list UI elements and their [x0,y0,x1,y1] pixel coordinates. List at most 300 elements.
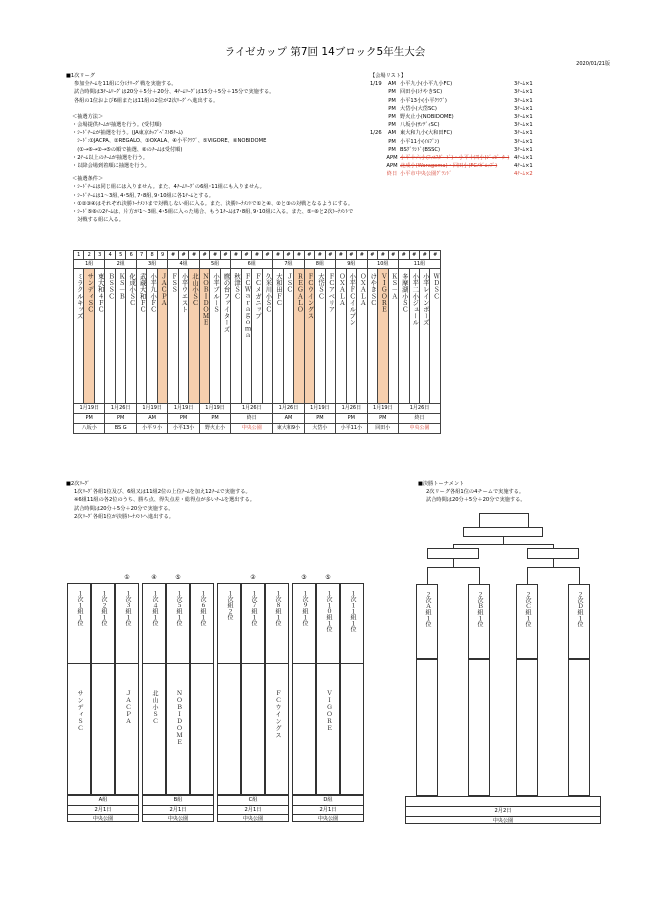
second-league-slot [115,583,139,795]
group-date: 1月19日 [74,404,105,414]
team-name: ＪＡＣＰＡ [159,273,167,306]
slot-seed: １次７組１位 [250,590,257,626]
team-cell [315,269,325,404]
column-number: # [430,251,440,260]
second-league-section [66,480,255,521]
column-number: 3 [94,251,104,260]
group-label: 11組 [399,260,441,269]
seed-mark: ① [124,574,130,581]
second-league-slot [316,583,340,795]
venue-slot: APM [386,163,398,170]
venue-team-count: 3ﾁｰﾑ×1 [514,130,533,137]
column-number: # [388,251,398,260]
second-league-slot [265,583,289,795]
team-name: ＦＣアベリア [327,273,335,313]
draw-condition-heading: ＜抽選条件＞ [72,176,104,183]
final-entrant-team-slot [468,659,490,796]
venue-slot: PM [388,146,396,153]
draw-line: (①→⑥→②→⑤の順で抽選、⑥のﾁｰﾑは受付順) [72,146,183,153]
column-number: # [357,251,367,260]
second-group-info [217,795,289,822]
team-cell [147,269,157,404]
team-name: ＯＸＡＬＡ [358,273,366,306]
final-date: 2月2日 [406,807,600,817]
venue-slot: PM [388,89,396,96]
column-number: # [199,251,209,260]
team-cell [346,269,356,404]
group-label: 2組 [105,260,136,269]
venue-day [370,162,384,170]
final-entrant-slot [516,584,538,659]
final-venue: 中央公園 [492,818,514,824]
group-label: 3組 [136,260,167,269]
slot-team: ＮＯＢＩＤＯＭＥ [175,690,182,746]
final-info-table [405,796,601,824]
second-league-heading: ■2次ﾘｰｸﾞ [66,481,90,487]
condition-line: ・ｼｰﾄﾞﾁｰﾑは同じ組には入りません。また、4ﾁｰﾑﾘｰｸﾞの6組･11組にも入りません。 [72,184,265,191]
team-cell [357,269,367,404]
column-number: 9 [157,251,167,260]
team-cell [294,269,304,404]
team-name: ＯＸＡＬＡ [337,273,345,306]
group-label: 4組 [168,260,199,269]
second-group-venue: 中央公園 [92,816,114,822]
seed-mark: ⑤ [325,574,331,581]
team-cell [388,269,398,404]
bracket-line [453,559,454,567]
slot-seed: １次５組１位 [175,590,182,626]
slot-seed: １次組２位 [226,590,233,620]
team-name: サンディＳＣ [86,273,94,313]
team-cell [231,269,241,404]
final-entrant-label: ２次Ａ組１位 [424,591,431,627]
group-date: 1月26日 [336,404,367,414]
venue-team-count: 3ﾁｰﾑ×1 [514,122,533,129]
final-match-box [463,527,543,537]
column-number: # [346,251,356,260]
team-name: 大和田ＦＣ [274,273,282,306]
team-name: ＷＤＳＣ [432,273,440,300]
first-league-line: 参加全ﾁｰﾑを11組に分けﾘｰｸﾞ戦を実施する。 [74,81,177,88]
second-league-slot [166,583,190,795]
bracket-line [527,567,528,584]
second-league-slot [241,583,265,795]
team-name: ＶＩＧＯＲＥ [379,273,387,313]
team-cell [178,269,188,404]
second-league-groups [67,574,361,824]
final-line: 試合時間は20分＋5分＋20分で実施する。 [426,497,526,504]
seed-mark: ⑤ [175,574,181,581]
team-name: 小平二小ジュール [411,273,419,326]
slot-team: サンディＳＣ [76,690,83,732]
slot-seed: １次１組１位 [76,590,83,626]
group-label: 6組 [231,260,273,269]
group-date: 1月26日 [105,404,136,414]
team-cell [126,269,136,404]
team-cell [252,269,262,404]
column-number: # [220,251,230,260]
second-group-label: D組 [293,796,363,806]
draw-method-heading: ＜抽選方法＞ [72,113,104,120]
team-cell [378,269,388,404]
draw-line: ・2ﾁｰﾑ以上のﾁｰﾑが抽選を行う。 [72,154,148,161]
team-name: ＫＳ－Ａ [390,273,398,300]
team-cell [325,269,335,404]
second-league-slot [340,583,364,795]
venue-day [370,105,384,113]
group-label: 10組 [367,260,398,269]
bracket-line [579,567,580,584]
second-group-venue: 中央公園 [242,816,264,822]
group-venue: 回田小 [367,424,398,434]
final-entrant-slot [468,584,490,659]
column-number: 1 [74,251,84,260]
final-entrant-label: ２次Ｂ組１位 [476,591,483,627]
draw-line: ・以降会場到着順に抽選を行う。 [72,163,150,170]
venue-list-heading: 【会場リスト】 [370,73,407,79]
group-venue: 中央公園 [399,424,441,434]
page-title: ライゼカップ 第7回 14ブロック5年生大会 [224,46,426,58]
venue-slot: APM [386,155,398,162]
team-cell [74,269,84,404]
team-cell [419,269,429,404]
venue-name: 大岱小(大岱SC) [400,105,437,112]
second-group-venue: 中央公園 [317,816,339,822]
group-time: AM [273,414,304,424]
team-cell [283,269,293,404]
venue-team-count: 4ﾁｰﾑ×1 [514,155,533,162]
second-group-date: 2月1日 [68,806,138,815]
column-number: 6 [126,251,136,260]
group-label: 9組 [336,260,367,269]
group-time: PM [74,414,105,424]
team-cell [409,269,419,404]
second-league-line: 1次ﾘｰｸﾞ各組1位及び、6組又は11組2位の上位ﾁｰﾑを加え12ﾁｰﾑで実施する。 [74,489,251,496]
draw-line: ｼｰﾄﾞ:①JACPA、②REGALO、③OXALA、④小平ｸﾗﾌﾞ、⑤VIGORE、⑥NOBIDOME [72,138,267,145]
group-venue: 大岱小 [304,424,335,434]
bracket-line [553,559,554,567]
second-group-label: A組 [68,796,138,806]
team-cell [262,269,272,404]
second-league-line: 2次ﾘｰｸﾞ各組1位が決勝ﾄｰﾅﾒﾝﾄへ進出する。 [74,513,174,520]
team-cell [399,269,409,404]
team-name: 大岱ＳＣ [316,273,324,300]
group-venue: 小平13小 [168,424,199,434]
second-group-info [67,795,139,822]
venue-row [370,80,620,88]
team-name: ミラクルキッズ [75,273,83,320]
team-name: ＮＯＢＩＤＯＭＥ [201,273,209,326]
team-name: 小平九小ＦＣ [149,273,157,313]
first-league-team-table [73,250,441,434]
venue-day [370,146,384,154]
group-venue: 野火止小 [199,424,230,434]
slot-seed: １次２組１位 [100,590,107,626]
team-cell [189,269,199,404]
group-date: 1月19日 [304,404,335,414]
first-league-section [66,72,353,224]
condition-line: ・①②③④はそれぞれ決勝ﾄｰﾅﾒﾝﾄまで対戦しない組に入る。また、決勝ﾄｰﾅﾒﾝﾄで①と④、②と③の対戦となるようにする。 [72,200,354,207]
final-bracket [405,510,601,830]
column-number: # [378,251,388,260]
venue-name: 小平十六小(ﾌｨｴｽﾀﾞｰﾄﾞ)・小平十四小(ｼﾞｭﾋﾟｰﾀｰ) [400,155,510,162]
venue-name: 北成小(Waragoma)・回田小(FCﾒｶﾞﾆｯﾌﾟ) [400,163,498,170]
group-label: 1組 [74,260,105,269]
column-number: # [262,251,272,260]
team-cell [241,269,251,404]
venue-name: BSｸﾞﾗﾝﾄﾞ(BSSC) [400,146,441,153]
final-line: 2次リーグ各組1位の4チームで実施する。 [426,489,525,496]
venue-name: 回田小(けやきSC) [400,89,443,96]
column-number: # [419,251,429,260]
column-number: 2 [84,251,94,260]
bracket-line [453,544,553,545]
team-name: けやきＳＣ [369,273,377,306]
seed-mark: ③ [301,574,307,581]
team-cell [136,269,146,404]
second-league-slot [67,583,91,795]
venue-row [370,154,620,162]
second-group-date: 2月1日 [218,806,288,815]
team-name: ＦＳＳ [170,273,178,293]
column-number: # [336,251,346,260]
column-number: # [399,251,409,260]
group-time: 終日 [231,414,273,424]
team-name: 多摩湖小ＳＣ [400,273,408,313]
slot-team: ＶＩＧＯＲＥ [325,690,332,732]
group-date: 1月19日 [136,404,167,414]
venue-day [370,138,384,146]
semifinal-box-left [427,548,479,559]
venue-day [370,113,384,121]
team-cell [105,269,115,404]
venue-day [370,154,384,162]
first-league-heading: ■1次リーグ [66,73,95,79]
venue-row [370,146,620,154]
venue-name: 小平11小(ｲﾙﾌﾟﾝ) [400,138,440,145]
venue-day [370,121,384,129]
column-number: # [231,251,241,260]
team-cell [304,269,314,404]
revision-date: 2020/01/21版 [576,61,610,67]
venue-slot: 終日 [386,171,398,178]
team-name: 東大和４ＦＣ [96,273,104,313]
group-venue: BS G [105,424,136,434]
final-entrant-label: ２次Ｄ組１位 [576,591,583,627]
second-league-slot [190,583,214,795]
bracket-line [427,567,428,584]
venue-team-count: 3ﾁｰﾑ×1 [514,97,533,104]
group-venue: 小平９小 [136,424,167,434]
venue-row [370,113,620,121]
column-number: # [283,251,293,260]
slot-team: ＪＡＣＰＡ [124,690,131,725]
venue-slot: PM [388,138,396,145]
group-venue: 小平11小 [336,424,367,434]
final-winner-box [479,513,529,528]
team-name: 久米川小ＳＣ [264,273,272,313]
slot-seed: １次８組１位 [274,590,281,626]
group-time: PM [105,414,136,424]
venue-team-count: 3ﾁｰﾑ×1 [514,89,533,96]
group-date: 1月26日 [273,404,304,414]
venue-row [370,162,620,170]
team-name: 小平ブルーＳ [212,273,220,313]
venue-day [370,88,384,96]
condition-line: 対戦する組に入る。 [72,217,124,224]
column-number: 7 [136,251,146,260]
group-venue: 中央公園 [231,424,273,434]
column-number: # [367,251,377,260]
team-name: ＦＣウイングス [306,273,314,320]
slot-seed: １次１０組１位 [325,590,332,632]
venue-day: 1/19 [370,81,382,88]
venue-name: 八坂小(ｻﾝﾃﾞｨSC) [400,122,440,129]
column-number: # [178,251,188,260]
slot-seed: １次６組１位 [199,590,206,626]
condition-line: ・ｼｰﾄﾞ⑤⑥の2ﾁｰﾑは、片方が1～3組､4･5組に入った場合、もう1ﾁｰﾑは7･8組､9･10組に入る。また、⑤･⑥と2次ﾄｰﾅﾒﾝﾄで [72,209,354,216]
team-cell [367,269,377,404]
slot-seed: １次４組１位 [151,590,158,626]
final-entrant-team-slot [416,659,438,796]
semifinal-box-right [527,548,579,559]
team-name: ＢＳＳＣ [107,273,115,300]
draw-line: ・会場提供ﾁｰﾑが抽選を行う。(受付順) [72,122,162,129]
venue-slot: PM [388,97,396,104]
venue-day: 1/26 [370,130,382,137]
team-name: 鷹の台ファイターズ [222,273,230,333]
column-number: # [210,251,220,260]
second-group-label: B組 [143,796,213,806]
team-cell [94,269,104,404]
team-name: ＪＳＣ [285,273,293,293]
team-cell [84,269,94,404]
column-number: 4 [105,251,115,260]
group-date: 1月26日 [231,404,273,414]
group-time: 終日 [399,414,441,424]
group-date: 1月19日 [168,404,199,414]
column-number: # [273,251,283,260]
team-name: ＲＥＧＡＬＯ [295,273,303,313]
venue-name: 野火止小(NOBIDOME) [400,114,454,121]
slot-seed: １次３組１位 [124,590,131,626]
venue-team-count: 3ﾁｰﾑ×1 [514,81,533,88]
group-time: PM [304,414,335,424]
seed-mark: ④ [151,574,157,581]
slot-team: 北山小ＳＣ [151,690,158,725]
second-group-date: 2月1日 [293,806,363,815]
seed-mark: ② [250,574,256,581]
venue-name: 東大和九小(大和田FC) [400,130,453,137]
group-label: 7組 [273,260,304,269]
column-number: # [409,251,419,260]
group-time: PM [168,414,199,424]
final-entrant-team-slot [568,659,590,796]
slot-seed: １次９組１位 [301,590,308,626]
group-time: PM [367,414,398,424]
column-number: # [189,251,199,260]
condition-line: ・ｼｰﾄﾞﾁｰﾑは1～3組､4･5組､7･8組､9･10組に各1ﾁｰﾑとする。 [72,192,214,199]
second-group-info [142,795,214,822]
venue-slot: PM [388,122,396,129]
column-number: # [325,251,335,260]
team-name: 秋津ＳＣ [233,273,240,300]
team-cell [157,269,167,404]
column-number: # [168,251,178,260]
venue-row [370,129,620,137]
second-league-slot [217,583,241,795]
team-name: 北山小ＳＣ [191,273,199,306]
group-label: 5組 [199,260,230,269]
venue-name: 小平13小(小平ｸﾗﾌﾞ) [400,97,447,104]
venue-team-count: 3ﾁｰﾑ×1 [514,146,533,153]
final-entrant-slot [568,584,590,659]
final-section [418,480,526,505]
final-entrant-team-slot [516,659,538,796]
column-number: 8 [147,251,157,260]
final-heading: ■決勝トーナメント [418,481,465,487]
first-league-line: 試合時間は3ﾁｰﾑﾘｰｸﾞは20分＋5分＋20分、4ﾁｰﾑﾘｰｸﾞは15分＋5分＋15分で実施する。 [74,89,275,96]
group-venue: 八坂小 [74,424,105,434]
first-league-line: 各組の1位および6組または11組の2位が2次ﾘｰｸﾞへ進出する。 [74,97,219,104]
team-name: ＦＣメガニップ [253,273,261,320]
team-cell [199,269,209,404]
venue-name: 小平九小(小平九小FC) [400,81,453,88]
second-league-line: 試合時間は20分＋5分＋20分で実施する。 [74,505,174,512]
venue-name: 小平市中央公園ｸﾞﾗﾝﾄﾞ [400,171,452,178]
venue-slot: AM [387,130,397,137]
slot-team: ＦＣウイングス [274,690,281,739]
venue-row [370,88,620,96]
team-cell [115,269,125,404]
venue-row [370,121,620,129]
venue-team-count: 3ﾁｰﾑ×1 [514,105,533,112]
group-date: 1月19日 [199,404,230,414]
venue-row [370,170,620,178]
venue-slot: AM [387,81,397,88]
team-name: 小平レインボーズ [421,273,429,326]
second-group-info [292,795,364,822]
venue-slot: PM [388,114,396,121]
venue-day [370,170,384,178]
venue-team-count: 4ﾁｰﾑ×2 [514,171,533,178]
team-name: 武蔵大和ＦＣ [138,273,146,313]
venue-day [370,97,384,105]
bracket-line [427,567,480,568]
team-cell [336,269,346,404]
second-league-slot [142,583,166,795]
team-cell [273,269,283,404]
second-league-slot [292,583,316,795]
second-group-label: C組 [218,796,288,806]
group-time: AM [136,414,167,424]
venue-row [370,138,620,146]
second-group-venue: 中央公園 [167,816,189,822]
team-name: ＫＳ－Ｂ [117,273,125,300]
final-entrant-slot [416,584,438,659]
column-number: # [294,251,304,260]
group-time: PM [199,414,230,424]
final-entrant-label: ２次Ｃ組１位 [524,591,531,627]
group-label: 8組 [304,260,335,269]
group-time: PM [336,414,367,424]
team-name: 小平ウエスト [180,273,188,313]
column-number: # [304,251,314,260]
venue-team-count: 3ﾁｰﾑ×1 [514,138,533,145]
venue-team-count: 3ﾁｰﾑ×1 [514,114,533,121]
venue-team-count: 4ﾁｰﾑ×1 [514,163,533,170]
bracket-line [479,567,480,584]
